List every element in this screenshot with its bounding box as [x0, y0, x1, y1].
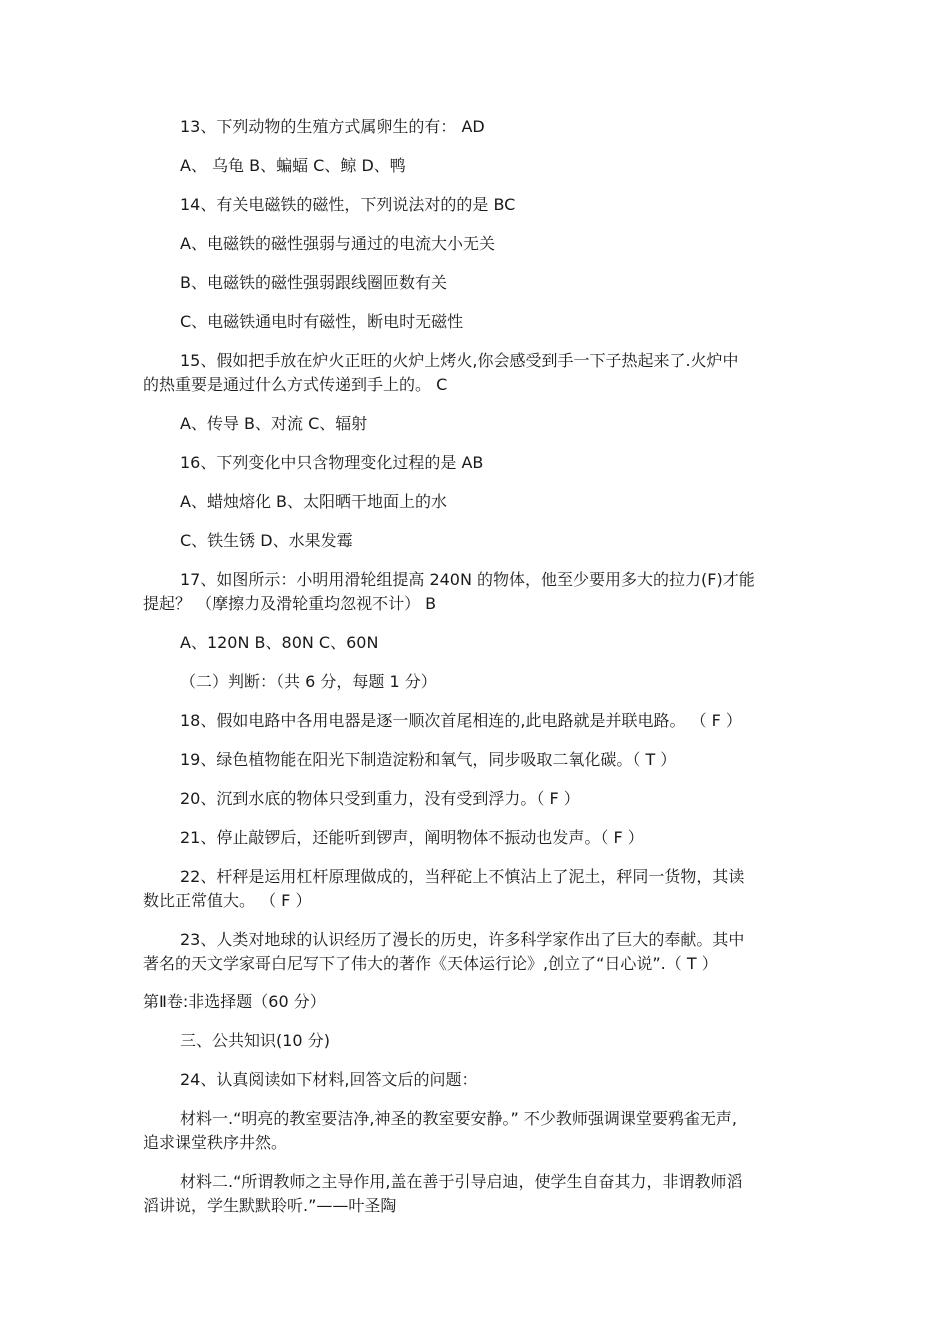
section-3-heading: 三、公共知识(10 分)	[180, 1031, 330, 1050]
question-13-options: A、 乌龟 B、蝙蝠 C、鲸 D、鸭	[180, 156, 406, 175]
question-14: 14、有关电磁铁的磁性，下列说法对的的是 BC	[180, 195, 516, 214]
question-18: 18、假如电路中各用电器是逐一顺次首尾相连的,此电路就是并联电路。 （ F ）	[180, 711, 742, 730]
question-15-line-2: 的热重要是通过什么方式传递到手上的。 C	[143, 375, 448, 394]
material-1-line-1: 材料一.“明亮的教室要洁净,神圣的教室要安静。” 不少教师强调课堂要鸦雀无声,	[180, 1109, 737, 1128]
material-2-line-1: 材料二.“所谓教师之主导作用,盖在善于引导启迪，使学生自奋其力，非谓教师滔	[180, 1172, 743, 1191]
question-14-option-b: B、电磁铁的磁性强弱跟线圈匝数有关	[180, 273, 447, 292]
question-17-options: A、120N B、80N C、60N	[180, 633, 379, 652]
material-1-line-2: 追求课堂秩序井然。	[143, 1133, 288, 1152]
question-17-line-2: 提起？ （摩擦力及滑轮重均忽视不计） B	[143, 594, 437, 613]
question-14-option-c: C、电磁铁通电时有磁性，断电时无磁性	[180, 312, 464, 331]
question-15-line-1: 15、假如把手放在炉火正旺的火炉上烤火,你会感受到手一下子热起来了.火炉中	[180, 351, 739, 370]
question-23-line-2: 著名的天文学家哥白尼写下了伟大的著作《天体运行论》,创立了“日心说”.（ T ）	[143, 954, 718, 973]
question-13: 13、下列动物的生殖方式属卵生的有： AD	[180, 117, 485, 136]
question-16: 16、下列变化中只含物理变化过程的是 AB	[180, 453, 484, 472]
question-21: 21、停止敲锣后，还能听到锣声，阐明物体不振动也发声。（ F ）	[180, 828, 644, 847]
section-judgement-heading: （二）判断：（共 6 分，每题 1 分）	[180, 672, 437, 691]
question-19: 19、绿色植物能在阳光下制造淀粉和氧气，同步吸取二氧化碳。（ T ）	[180, 750, 677, 769]
material-2-line-2: 滔讲说，学生默默聆听.”——叶圣陶	[143, 1196, 397, 1215]
question-16-options-cd: C、铁生锈 D、水果发霉	[180, 531, 353, 550]
question-22-line-1: 22、杆秤是运用杠杆原理做成的，当秤砣上不慎沾上了泥土，秤同一货物，其读	[180, 867, 745, 886]
question-16-options-ab: A、蜡烛熔化 B、太阳晒干地面上的水	[180, 492, 448, 511]
question-23-line-1: 23、人类对地球的认识经历了漫长的历史，许多科学家作出了巨大的奉献。其中	[180, 930, 745, 949]
question-14-option-a: A、电磁铁的磁性强弱与通过的电流大小无关	[180, 234, 495, 253]
part-2-heading: 第Ⅱ卷:非选择题（60 分）	[143, 992, 326, 1011]
question-17-line-1: 17、如图所示：小明用滑轮组提高 240N 的物体，他至少要用多大的拉力(F)才能	[180, 570, 755, 589]
question-20: 20、沉到水底的物体只受到重力，没有受到浮力。（ F ）	[180, 789, 580, 808]
question-22-line-2: 数比正常值大。 （ F ）	[143, 891, 312, 910]
question-15-options: A、传导 B、对流 C、辐射	[180, 414, 368, 433]
question-24: 24、认真阅读如下材料,回答文后的问题：	[180, 1070, 478, 1089]
